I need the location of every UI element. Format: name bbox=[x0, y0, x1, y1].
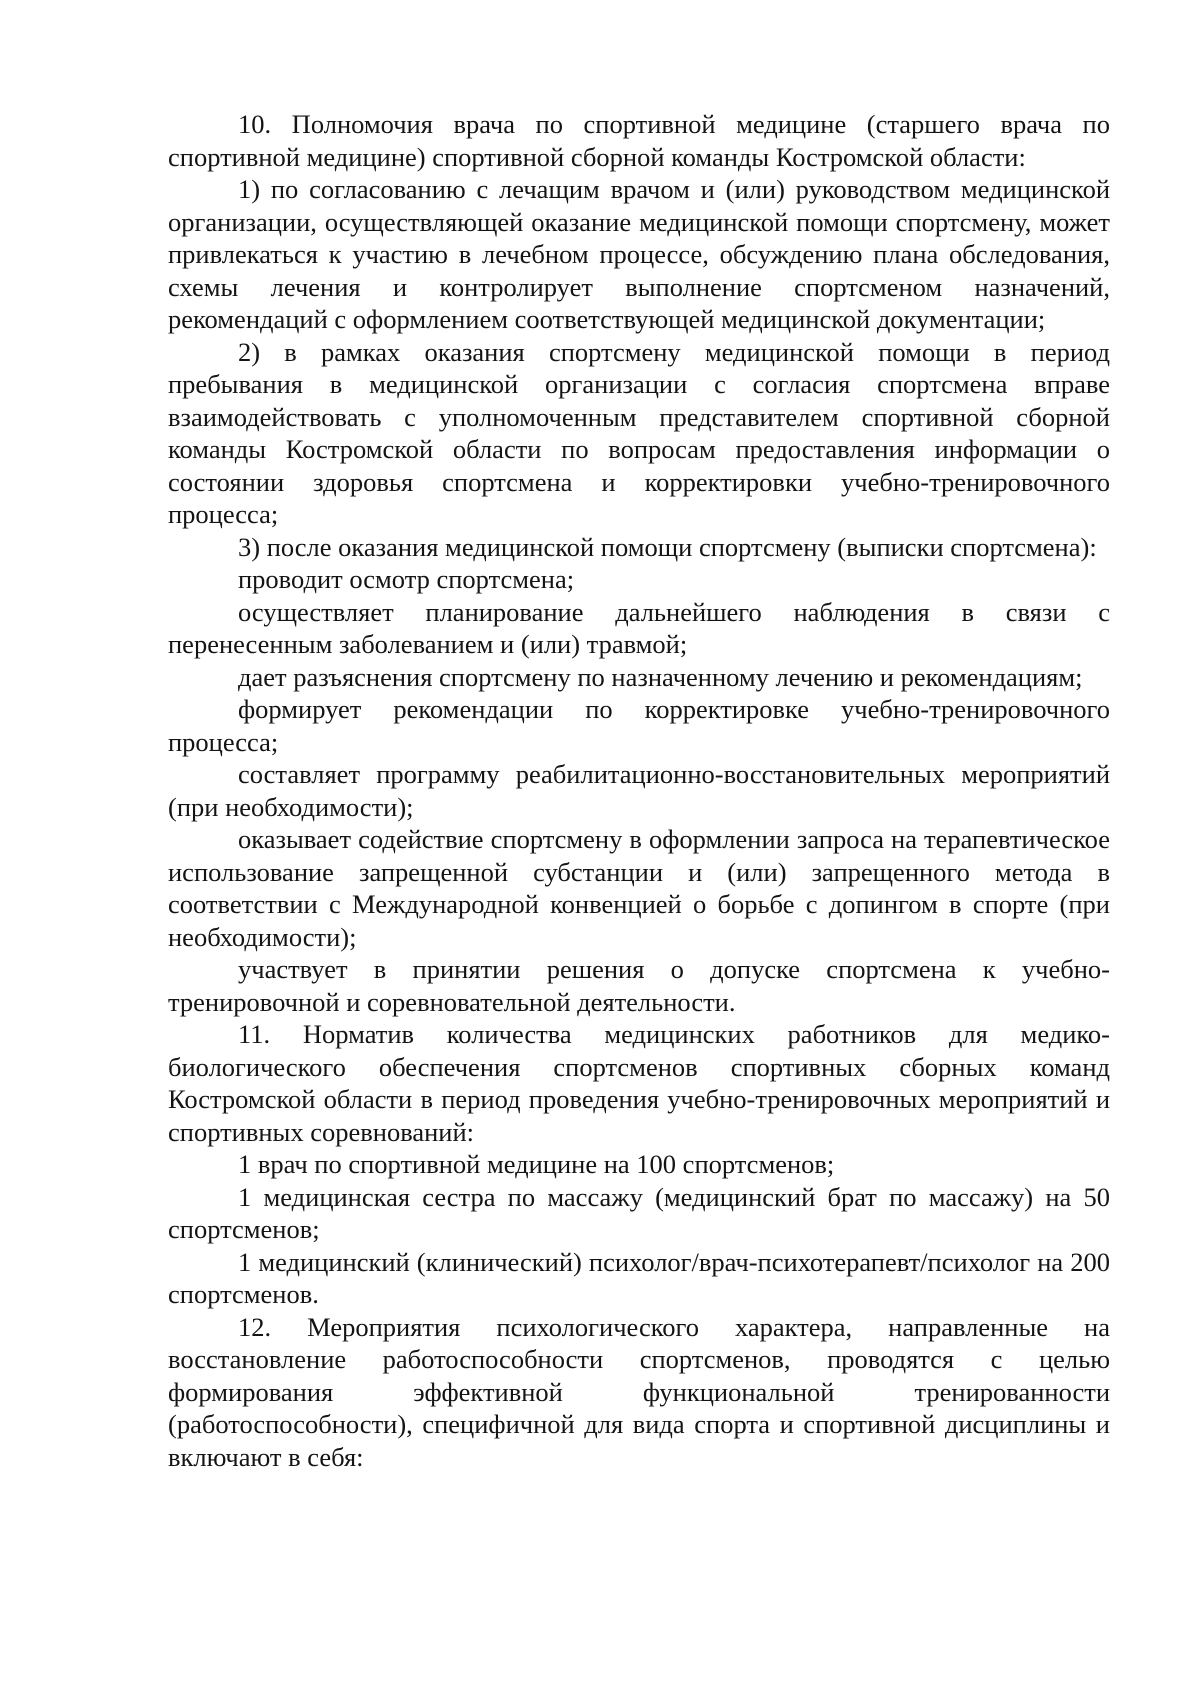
paragraph-11-nurse-norm: 1 медицинская сестра по массажу (медицинский брат по массажу) на 50 спортсменов; bbox=[168, 1181, 1110, 1244]
document-page bbox=[168, 108, 1110, 1473]
paragraph-10-item-3-rehab-program: составляет программу реабилитационно-восстановительных мероприятий (при необходимости); bbox=[168, 759, 1110, 822]
paragraph-10-item-3-admission: участвует в принятии решения о допуске спортсмена к учебно-тренировочной и соревновательной деятельности. bbox=[168, 954, 1110, 1017]
paragraph-10-item-3-tue-assistance: оказывает содействие спортсмену в оформлении запроса на терапевтическое использование запрещенной субстанции и (или) запрещенного метода в соответствии с Международной конвенцией о борьбе с допингом в спорте (при необходимости); bbox=[168, 824, 1110, 952]
paragraph-10-heading: 10. Полномочия врача по спортивной медицине (старшего врача по спортивной медицине) спортивной сборной команды Костромской области: bbox=[168, 109, 1110, 172]
paragraph-10-item-3-planning: осуществляет планирование дальнейшего наблюдения в связи с перенесенным заболеванием и (или) травмой; bbox=[168, 596, 1110, 659]
paragraph-10-item-3-examination: проводит осмотр спортсмена; bbox=[238, 564, 575, 594]
paragraph-10-item-2: 2) в рамках оказания спортсмену медицинской помощи в период пребывания в медицинской организации с согласия спортсмена вправе взаимодействовать с уполномоченным представителем спортивной сборной команды Костромской области по вопросам предоставления информации о состоянии здоровья спортсмена и корректировки учебно-тренировочного процесса; bbox=[168, 336, 1110, 529]
paragraph-10-item-3: 3) после оказания медицинской помощи спортсмену (выписки спортсмена): bbox=[238, 531, 1097, 562]
paragraph-10-item-3-explanations: дает разъяснения спортсмену по назначенному лечению и рекомендациям; bbox=[238, 661, 1083, 692]
paragraph-10-item-1: 1) по согласованию с лечащим врачом и (или) руководством медицинской организации, осуществляющей оказание медицинской помощи спортсмену, может привлекаться к участию в лечебном процессе, обсуждению плана обследования, схемы лечения и контролирует выполнение спортсменом назначений, рекомендаций с оформлением соответствующей медицинской документации; bbox=[168, 174, 1110, 334]
paragraph-10-item-3-recommendations: формирует рекомендации по корректировке учебно-тренировочного процесса; bbox=[168, 694, 1110, 757]
paragraph-11-doctor-norm: 1 врач по спортивной медицине на 100 спортсменов; bbox=[238, 1149, 835, 1179]
paragraph-11-heading: 11. Норматив количества медицинских работников для медико-биологического обеспечения спортсменов спортивных сборных команд Костромской области в период проведения учебно-тренировочных мероприятий и спортивных соревнований: bbox=[168, 1019, 1110, 1147]
paragraph-12-heading: 12. Мероприятия психологического характера, направленные на восстановление работоспособности спортсменов, проводятся с целью формирования эффективной функциональной тренированности (работоспособности), специфичной для вида спорта и спортивной дисциплины и включают в себя: bbox=[168, 1311, 1110, 1472]
paragraph-11-psychologist-norm: 1 медицинский (клинический) психолог/врач-психотерапевт/психолог на 200 спортсменов. bbox=[168, 1246, 1110, 1309]
